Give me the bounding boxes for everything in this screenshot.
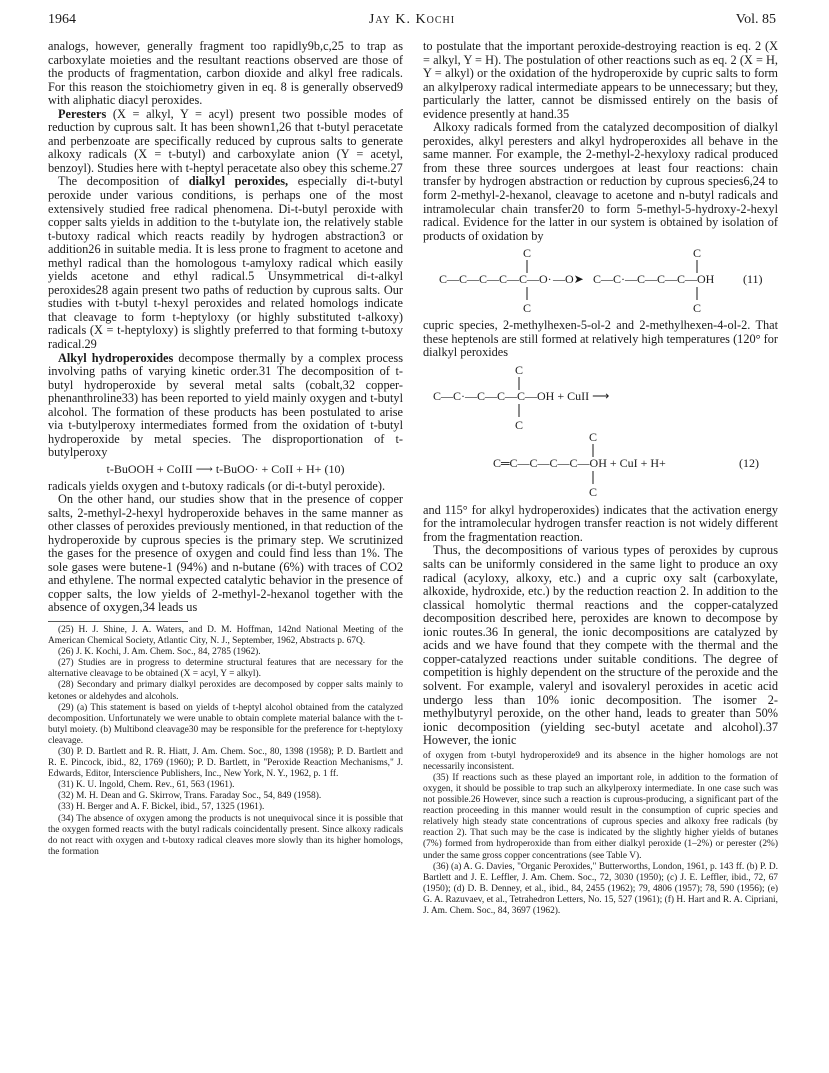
- footnote: (31) K. U. Ingold, Chem. Rev., 61, 563 (1961).: [58, 780, 235, 791]
- paragraph: On the other hand, our studies show that in the presence of copper salts, 2-methyl-2-hexyl hydroperoxide behaves in the same manner as other classes of peroxides previously mentioned, in that reduction of the hydroperoxide by cuprous species is the primary step. We scrutinized the gases for the presence of oxygen and could find less than 1%. The sole gases were butene-1 (94%) and n-butane (6%) with traces of CO2 and ethylene. The normal expected catalytic behavior in the presence of copper salts, the low yields of 2-methyl-2-hexanol together with the absence of oxygen,34 leads us: [48, 492, 403, 615]
- paragraph-text: especially di-t-butyl peroxide under various conditions, is perhaps one of the most extensively studied free radical phenomena. Di-t-butyl peroxide with copper salts yields in addition to the t-butylate ion, the relatively stable t-butoxy radical which reacts readily by hydrogen abstraction3 or addition26 in suitable media. It is less prone to fragment to acetone and methyl radical than the homologous t-amyloxy radical which easily yields acetone and ethyl radical.5 Unsymmetrical di-t-alkyl peroxides28 again present two paths of reduction by cuprous salts. Our studies with t-butyl t-hexyl peroxides and related homologs indicate that cleavage to form t-heptyloxy (or highly substituted t-alkoxy) radicals (X = t-heptyloxy) is slightly preferred to that forming t-butoxy radical.29: [48, 174, 404, 352]
- footnote: (25) H. J. Shine, J. A. Waters, and D. M. Hoffman, 142nd National Meeting of the American Chemical Society, Atlantic City, N. J., September, 1962, Abstracts p. 67Q.: [48, 624, 403, 647]
- alkoxy-radical-chain: C—C—C—C—C—O·: [438, 272, 552, 287]
- methyl-carbon: C: [522, 301, 531, 316]
- equation-number: (11): [742, 272, 763, 287]
- paragraph-text: (X = alkyl, Y = acyl) present two possible modes of reduction by cuprous salt. It has been shown1,26 that t-butyl peracetate and perbenzoate are specifically reduced by cuprous salts to generate alkoxy radicals (X = t-butyl) and carboxylate anion (Y = acetyl, benzoyl). Studies here with t-heptyl peracetate also obey this scheme.27: [48, 106, 403, 175]
- page-header: [48, 12, 776, 34]
- footnotes: [423, 751, 778, 917]
- paragraph: Thus, the decompositions of various types of peroxides by cuprous salts can be uniformly considered in the same light to produce an oxy radical (acyloxy, alkoxy, etc.) and a cupric oxy salt (carboxylate, alkoxide, hydroxide, etc.) by the reduction reaction 2. In addition to the classical homolytic thermal reactions and the copper-catalyzed decomposition described here, peroxides are known to decompose by ionic routes.36 In general, the ionic decompositions are catalyzed by acids and we have found that they compete with the thermal and the copper-catalyzed reactions under suitable conditions. The degree of competition is highly dependent on the structure of the peroxide and the solvent. For example, valeryl and isovaleryl peroxides in acetic acid undergo less than 10% ionic decomposition. The isomer 2-methylbutyryl peroxide, on the other hand, leads to greater than 50% ionic decomposition (yielding sec-butyl acetate and alcohol).37 However, the ionic: [423, 543, 778, 748]
- footnote: (29) (a) This statement is based on yields of t-heptyl alcohol obtained from the catalyzed decomposition. Unfortunately we were unable to obtain complete material balance with the t-butyl moiety. (b) Multibond cleavage30 may be responsible for the preference for t-heptyloxy cleavage.: [48, 702, 403, 746]
- running-author: Jay K. Kochi: [368, 12, 456, 27]
- footnote: (26) J. K. Kochi, J. Am. Chem. Soc., 84, 2785 (1962).: [58, 647, 261, 658]
- methyl-carbon: C: [692, 301, 701, 316]
- paragraph: Alkoxy radicals formed from the catalyzed decomposition of dialkyl peroxides, alkyl peresters and alkyl hydroperoxides all behave in the same manner. For example, the 2-methyl-2-hexyloxy radical produced from these three sources undergoes at least four reactions: chain transfer by hydrogen abstraction or reduction by cuprous species6,24 to form 2-methyl-2-hexanol, cleavage to acetone and n-butyl radicals and intramolecular chain transfer20 to form 5-methyl-5-hydroxy-2-hexyl radical. Evidence for the latter in our system is obtained by isolation of products of oxidation by: [423, 120, 778, 243]
- section-lead: Alkyl hydroperoxides: [58, 350, 174, 365]
- equation-12-structure: [431, 363, 771, 501]
- footnote: (30) P. D. Bartlett and R. R. Hiatt, J. Am. Chem. Soc., 80, 1398 (1958); P. D. Bartlett and R. E. Pincock, ibid., 82, 1769 (1960); P. D. Bartlett, in "Peroxide Reaction Mechanisms," J. Edwards, Editor, Interscience Publishers, Inc., New York, N. Y., 1962, p. 1 ff.: [48, 747, 403, 780]
- left-column: [48, 40, 403, 858]
- volume-label: Vol. 85: [735, 12, 776, 27]
- right-column: [423, 40, 778, 917]
- paragraph: cupric species, 2-methylhexen-5-ol-2 and 2-methylhexen-4-ol-2. That these heptenols are still formed at relatively high temperatures (120° for dialkyl peroxides: [423, 318, 778, 360]
- footnote: (32) M. H. Dean and G. Skirrow, Trans. Faraday Soc., 54, 849 (1958).: [58, 791, 322, 802]
- footnote: (28) Secondary and primary dialkyl peroxides are decomposed by copper salts mainly to ketones or aldehydes and alcohols.: [48, 680, 403, 702]
- footnote: (35) If reactions such as these played an important role, in addition to the formation of oxygen, it should be possible to trap such an alkylperoxy intermediate. In one case such was not possible.26 However, since such a reaction is cuprous-producing, a significant part of the reaction proceeding in this manner would result in the consumption of cupric species and relatively high steady state concentrations of cuprous species and alkoxy free radicals (by reaction 2). That such may be the case is indicated by the slightly higher yields of butanes (7%) formed from hydroperoxide than from either dialkyl peroxide (1–2%) or perester (2%) under the same gross copper concentrations (see Table V).: [423, 772, 778, 861]
- footnote: (27) Studies are in progress to determine structural features that are necessary for the alternative cleavage to be obtained (X = acyl, Y = alkyl).: [48, 658, 403, 680]
- equation-10: t-BuOOH + CoIII ⟶ t-BuOO· + CoII + H+ (10): [106, 461, 345, 476]
- footnote: of oxygen from t-butyl hydroperoxide9 and its absence in the higher homologs are not necessarily inconsistent.: [423, 750, 778, 772]
- section-lead: Peresters: [58, 106, 107, 121]
- methyl-carbon: C: [588, 429, 597, 444]
- section-lead: dialkyl peroxides,: [188, 174, 289, 189]
- paragraph: analogs, however, generally fragment too rapidly9b,c,25 to trap as carboxylate moieties and the resultant reactions observed are those of the products of fragmentation, carbon dioxide and alkyl free radicals. For this reason the stoichiometry given in eq. 8 is generally observed9 with aliphatic diacyl peroxides.: [48, 39, 403, 108]
- paragraph: [48, 108, 403, 176]
- paragraph: and 115° for alkyl hydroperoxides) indicates that the activation energy for the intramolecular hydrogen transfer reaction is not widely different from the fragmentation reaction.: [423, 502, 778, 544]
- paragraph-text: The decomposition of: [58, 174, 189, 189]
- footnotes: [48, 625, 403, 858]
- paragraph: to postulate that the important peroxide-destroying reaction is eq. 2 (X = alkyl, Y = H). The postulation of other reactions such as eq. 2 (X = H, Y = alkyl) or the oxidation of the hydroperoxide by cupric salts to form an alkylperoxy radical intermediate appears to be unnecessary; but they, particularly the latter, cannot be dismissed entirely on the basis of evidence presently at hand.35: [423, 39, 778, 121]
- paragraph: [48, 352, 403, 460]
- methyl-carbon: C: [514, 362, 523, 377]
- footnote-rule: [48, 621, 188, 622]
- methyl-carbon: C: [514, 417, 523, 432]
- methyl-carbon: C: [522, 246, 531, 261]
- hydroxyalkyl-radical-chain: C—C·—C—C—C—OH: [592, 272, 714, 287]
- equation-number: (12): [738, 455, 759, 470]
- heptenol-product-chain: C═C—C—C—C—OH + CuI + H+: [492, 455, 666, 470]
- radical-chain: C—C·—C—C—C—OH + CuII ⟶: [432, 388, 609, 403]
- footnote: (33) H. Berger and A. F. Bickel, ibid., 57, 1325 (1961).: [58, 802, 265, 813]
- page-number: 1964: [48, 12, 76, 27]
- equation-11-structure: [431, 246, 771, 316]
- paragraph: [48, 175, 403, 351]
- paragraph-text: decompose thermally by a complex process involving paths of varying kinetic order.31 The decomposition of t-butyl hydroperoxide by several metal salts (cobalt,32 copper-phenanthroline33) has been reported to yield mainly oxygen and t-butyl alcohol. The formation of these products has been postulated to arise via t-butylperoxy intermediates formed from the oxidation of t-butyl hydroperoxide by metal species. The disproportionation of t-butylperoxy: [48, 350, 403, 460]
- footnote: (36) (a) A. G. Davies, "Organic Peroxides," Butterworths, London, 1961, p. 143 ff. (b) P. D. Bartlett and J. E. Leffler, J. Am. Chem. Soc., 72, 3030 (1950); (c) J. E. Leffler, ibid., 72, 67 (1950); (d) D. B. Denney, et al., ibid., 84, 2455 (1962); 79, 4806 (1957); 78, 590 (1956); (e) G. A. Razuvaev, et al., Tetrahedron Letters, No. 15, 527 (1961); (f) H. Hart and R. A. Cipriani, J. Am. Chem. Soc., 84, 3697 (1962).: [423, 861, 778, 916]
- footnote: (34) The absence of oxygen among the products is not unequivocal since it is possible that the oxygen formed reacts with the butyl radicals coincidentally present. Since alkoxy radicals do not react with oxygen and t-butoxy radical cleaves more slowly than its higher homologs, the formation: [48, 813, 403, 857]
- paragraph: radicals yields oxygen and t-butoxy radicals (or di-t-butyl peroxide).: [48, 478, 386, 493]
- methyl-carbon: C: [588, 484, 597, 499]
- methyl-carbon: C: [692, 246, 701, 261]
- reaction-arrow: —O➤: [552, 272, 584, 287]
